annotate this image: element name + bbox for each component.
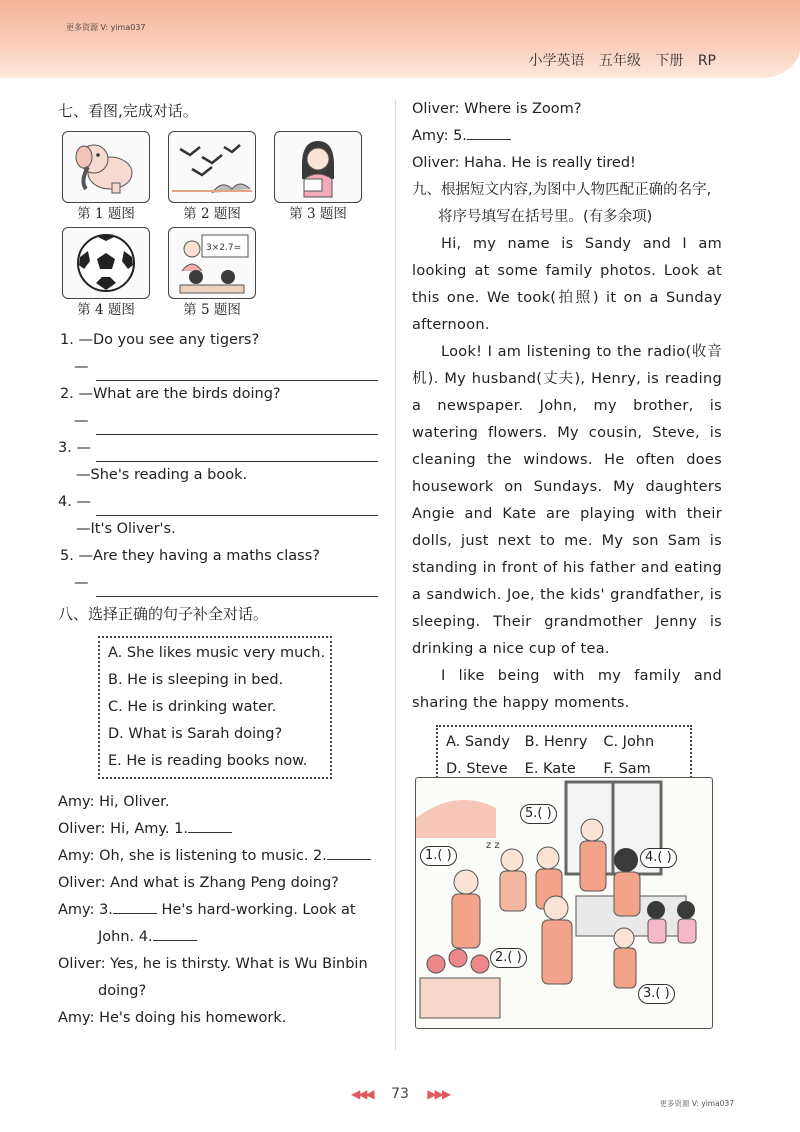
passage-paragraph-2: Look! I am listening to the radio(收音机). My husband(丈夫), Henry, is reading a newspaper. John, my brother, is watering flowers. My cousin, Steve, is cleaning the windows. He often does housework on Sundays. My daughters Angie and Kate are playing with their dolls, just next to me. My son Sam is standing in front of his father and eating a sandwich. Joe, the kids' grandfather, is sleeping. Their grandmother Jenny is drinking a nice cup of tea. xyxy=(412,344,722,657)
elephant-icon xyxy=(62,131,150,203)
section-9-title: 九、根据短文内容,为图中人物匹配正确的名字,将序号填写在括号里。(有多余项) xyxy=(412,182,712,225)
picture-4: 第 4 题图 xyxy=(62,227,150,321)
option-b: B. He is sleeping in bed. xyxy=(108,672,284,688)
football-icon xyxy=(62,227,150,299)
dialogue-line-3: Amy: Oh, she is listening to music. 2. xyxy=(58,843,378,870)
picture-5: 3×2.7= 第 5 题图 xyxy=(168,227,256,321)
blank-3[interactable] xyxy=(113,899,157,914)
question-4-reply: —It's Oliver's. xyxy=(76,521,176,537)
dialogue-line-8: Oliver: Where is Zoom? xyxy=(412,101,582,117)
label-tag-4[interactable]: 4.( ) xyxy=(640,848,677,868)
picture-grid xyxy=(62,131,378,321)
dialogue-line-5: Amy: 3. He's hard-working. Look at John. 4. xyxy=(58,897,378,951)
name-option: B. Henry xyxy=(524,734,588,750)
blank-2[interactable] xyxy=(327,845,371,860)
family-scene-illustration xyxy=(415,777,713,1029)
column-divider xyxy=(395,100,396,1050)
passage-paragraph-3: I like being with my family and sharing the happy moments. xyxy=(412,668,722,711)
left-column xyxy=(58,98,378,1032)
label-tag-2[interactable]: 2.( ) xyxy=(490,948,527,968)
next-arrows-icon: ▶▶▶ xyxy=(427,1087,450,1101)
option-d: D. What is Sarah doing? xyxy=(108,726,283,742)
label-tag-3[interactable]: 3.( ) xyxy=(638,984,675,1004)
dialogue-line-2: Oliver: Hi, Amy. 1. xyxy=(58,816,378,843)
option-a: A. She likes music very much. xyxy=(108,645,326,661)
picture-3: 第 3 题图 xyxy=(274,131,362,225)
question-4-line[interactable]: 4. — xyxy=(58,489,378,516)
right-column xyxy=(412,96,722,824)
question-5: 5. —Are they having a maths class? xyxy=(60,548,320,564)
name-option: F. Sam xyxy=(603,761,651,777)
prev-arrows-icon: ◀◀◀ xyxy=(350,1087,373,1101)
label-tag-5[interactable]: 5.( ) xyxy=(520,804,557,824)
svg-text:z z: z z xyxy=(486,840,500,851)
picture-2: 第 2 题图 xyxy=(168,131,256,225)
dialogue-line-4: Oliver: And what is Zhang Peng doing? xyxy=(58,875,339,891)
answer-line-5[interactable]: — xyxy=(58,570,378,597)
answer-line-2[interactable]: — xyxy=(58,408,378,435)
name-option: D. Steve xyxy=(446,761,508,777)
options-box xyxy=(98,636,332,779)
birds-icon xyxy=(168,131,256,203)
dialogue-line-7: Amy: He's doing his homework. xyxy=(58,1010,287,1026)
answer-line-1[interactable]: — xyxy=(58,354,378,381)
dialogue-line-9: Amy: 5. xyxy=(412,123,722,150)
watermark-top: 更多资源 V: yima037 xyxy=(66,23,146,32)
dialogue-line-1: Amy: Hi, Oliver. xyxy=(58,794,170,810)
girl-reading-icon xyxy=(274,131,362,203)
section-8-title: 八、选择正确的句子补全对话。 xyxy=(58,605,269,623)
label-tag-1[interactable]: 1.( ) xyxy=(420,846,457,866)
question-2: 2. —What are the birds doing? xyxy=(60,386,281,402)
name-option: A. Sandy xyxy=(446,734,510,750)
subject-label: 小学英语 五年级 下册 RP xyxy=(528,53,716,69)
option-e: E. He is reading books now. xyxy=(108,753,308,769)
picture-1: 第 1 题图 xyxy=(62,131,150,225)
passage-paragraph-1: Hi, my name is Sandy and I am looking at some family photos. Look at this one. We took(拍照) it on a Sunday afternoon. xyxy=(412,236,722,333)
maths-class-icon xyxy=(168,227,256,299)
dialogue-line-10: Oliver: Haha. He is really tired! xyxy=(412,155,636,171)
question-1: 1. —Do you see any tigers? xyxy=(60,332,260,348)
name-option: C. John xyxy=(603,734,655,750)
name-option: E. Kate xyxy=(524,761,576,777)
watermark-bottom: 更多资源 V: yima037 xyxy=(659,1099,734,1108)
question-3-line[interactable]: 3. — xyxy=(58,435,378,462)
blank-4[interactable] xyxy=(153,926,197,941)
page-header xyxy=(0,0,800,78)
page-number: 73 xyxy=(391,1086,409,1102)
dialogue-line-6: Oliver: Yes, he is thirsty. What is Wu Binbin doing? xyxy=(58,956,368,999)
blank-5[interactable] xyxy=(467,125,511,140)
svg-text:3×2.7=: 3×2.7= xyxy=(206,243,242,253)
question-3-reply: —She's reading a book. xyxy=(76,467,248,483)
section-7-title: 七、看图,完成对话。 xyxy=(58,102,198,120)
blank-1[interactable] xyxy=(188,818,232,833)
option-c: C. He is drinking water. xyxy=(108,699,277,715)
